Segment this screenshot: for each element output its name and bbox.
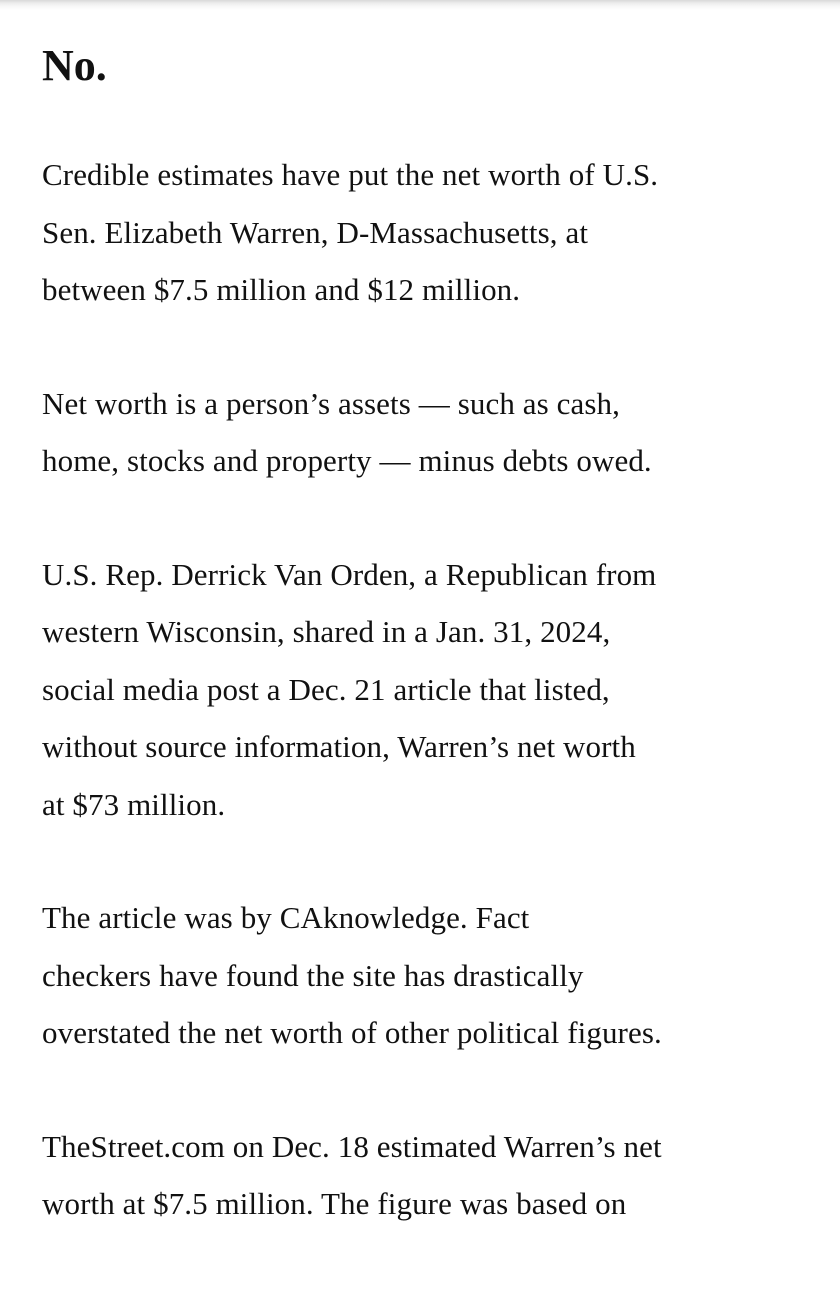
text-line: overstated the net worth of other political figures. bbox=[42, 1015, 662, 1050]
text-line: between $7.5 million and $12 million. bbox=[42, 272, 521, 307]
text-line: U.S. Rep. Derrick Van Orden, a Republican from bbox=[42, 556, 657, 592]
top-edge-shadow bbox=[0, 0, 840, 10]
text-line: checkers have found the site has drastically bbox=[42, 957, 584, 993]
text-line: Net worth is a person’s assets — such as cash, bbox=[42, 385, 620, 421]
paragraph-van-orden-post bbox=[42, 546, 812, 834]
text-line: The article was by CAknowledge. Fact bbox=[42, 900, 530, 935]
text-line: at $73 million. bbox=[42, 786, 226, 822]
paragraph-thestreet bbox=[42, 1118, 812, 1233]
text-line: worth at $7.5 million. The figure was based on bbox=[42, 1186, 627, 1221]
paragraph-net-worth-estimate bbox=[42, 146, 812, 319]
text-line: TheStreet.com on Dec. 18 estimated Warren’s net bbox=[42, 1128, 662, 1164]
paragraph-net-worth-definition bbox=[42, 375, 812, 490]
paragraph-caknowledge bbox=[42, 889, 812, 1062]
text-line: Credible estimates have put the net worth of U.S. bbox=[42, 157, 659, 192]
text-line: without source information, Warren’s net worth bbox=[42, 729, 636, 764]
article-body bbox=[42, 36, 812, 1289]
text-line: home, stocks and property — minus debts owed. bbox=[42, 443, 652, 478]
text-line: social media post a Dec. 21 article that listed, bbox=[42, 671, 610, 707]
text-line: Sen. Elizabeth Warren, D-Massachusetts, at bbox=[42, 214, 589, 250]
text-line: western Wisconsin, shared in a Jan. 31, 2024, bbox=[42, 614, 611, 649]
article-headline: No. bbox=[42, 41, 107, 90]
